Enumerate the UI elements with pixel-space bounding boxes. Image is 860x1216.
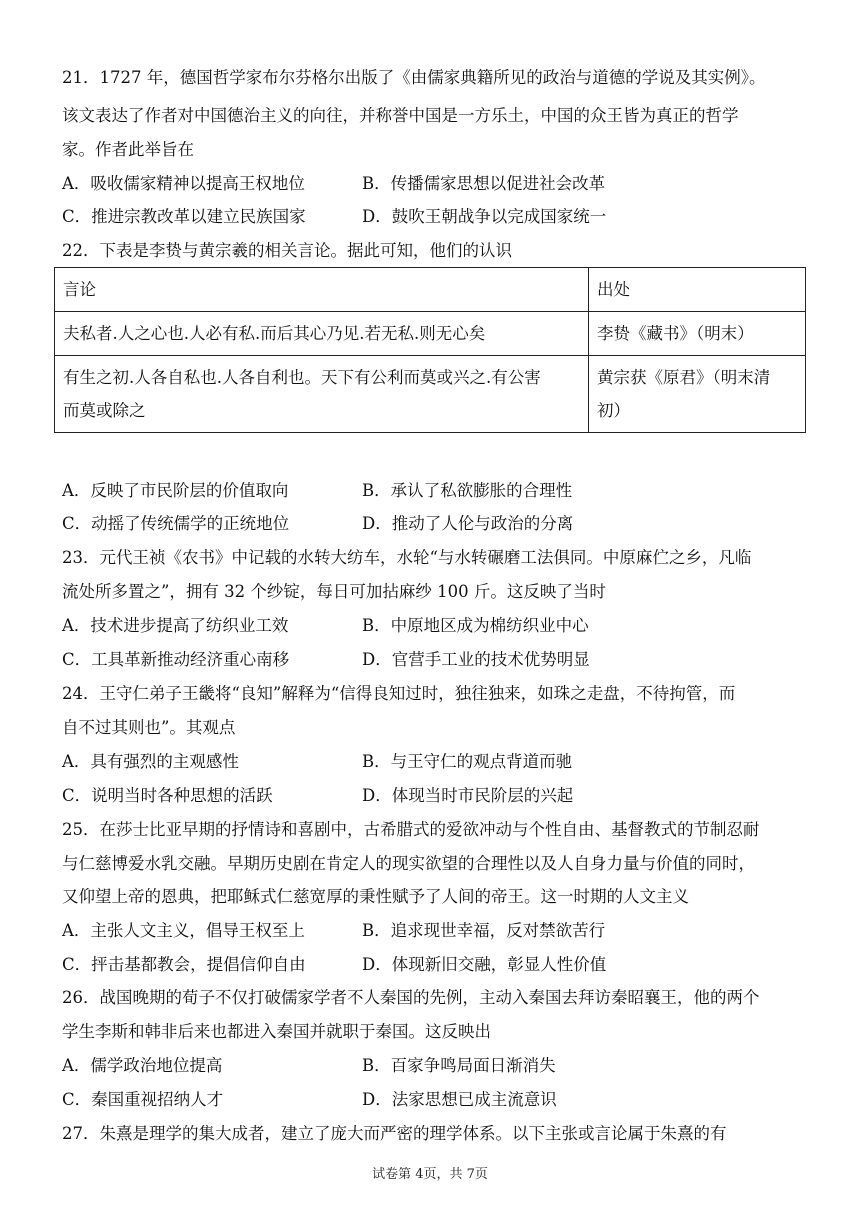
q25-stem-line: 25．在莎士比亚早期的抒情诗和喜剧中，古希腊式的爱欲冲动与个性自由、基督教式的节制忍耐 — [62, 820, 760, 839]
q26-stem-line: 学生李斯和韩非后来也都进入秦国并就职于秦国。这反映出 — [62, 1022, 491, 1041]
table-row — [55, 312, 806, 356]
q22-option-c: C．动摇了传统儒学的正统地位 — [62, 514, 290, 533]
table-cell-source: 李贽《藏书》（明末） — [589, 312, 806, 356]
q23-option-a: A．技术进步提高了纺织业工效 — [62, 616, 289, 635]
q21-option-b: B．传播儒家思想以促进社会改革 — [362, 174, 606, 193]
q24-stem-line: 自不过其则也”。其观点 — [62, 718, 236, 737]
table-header-quote: 言论 — [55, 268, 589, 312]
q22-option-b: B．承认了私欲膨胀的合理性 — [362, 481, 573, 500]
q21-option-a: A．吸收儒家精神以提高王权地位 — [62, 174, 305, 193]
q26-option-a: A．儒学政治地位提高 — [62, 1056, 223, 1075]
q26-option-c: C．秦国重视招纳人才 — [62, 1090, 224, 1109]
q21-stem-line: 该文表达了作者对中国德治主义的向往，并称誉中国是一方乐土，中国的众王皆为真正的哲学 — [62, 106, 739, 125]
q24-option-b: B．与王守仁的观点背道而驰 — [362, 752, 573, 771]
q24-stem-line: 24．王守仁弟子王畿将“良知”解释为“信得良知过时，独往独来，如珠之走盘，不待拘管，而 — [62, 684, 736, 703]
q23-stem-line: 流处所多置之”，拥有 32 个纱锭，每日可加拈麻纱 100 斤。这反映了当时 — [62, 582, 606, 601]
table-header-source: 出处 — [589, 268, 806, 312]
q21-stem-line: 家。作者此举旨在 — [62, 140, 194, 159]
q25-option-b: B．追求现世幸福，反对禁欲苦行 — [362, 921, 606, 940]
q24-option-a: A．具有强烈的主观感性 — [62, 752, 239, 771]
table-cell-source: 黄宗获《原君》（明末清 初） — [589, 356, 806, 433]
q24-option-d: D．体现当时市民阶层的兴起 — [362, 786, 574, 805]
q21-option-c: C．推进宗教改革以建立民族国家 — [62, 207, 306, 226]
q27-stem-line: 27．朱熹是理学的集大成者，建立了庞大而严密的理学体系。以下主张或言论属于朱熹的有 — [62, 1124, 727, 1143]
q22-stem-line: 22．下表是李贽与黄宗羲的相关言论。据此可知，他们的认识 — [62, 241, 512, 260]
q22-option-a: A．反映了市民阶层的价值取向 — [62, 481, 289, 500]
q25-option-c: C．抨击基都教会，提倡信仰自由 — [62, 955, 306, 974]
q25-stem-line: 与仁慈博爱水乳交融。早期历史剧在肯定人的现实欲望的合理性以及人自身力量与价值的同时， — [62, 854, 755, 873]
q26-option-d: D．法家思想已成主流意识 — [362, 1090, 557, 1109]
q23-stem-line: 23．元代王祯《农书》中记载的水转大纺车，水轮“与水转碾磨工法俱同。中原麻伫之乡，凡临 — [62, 548, 752, 567]
q23-option-d: D．官营手工业的技术优势明显 — [362, 650, 590, 669]
q22-option-d: D．推动了人伦与政治的分离 — [362, 514, 574, 533]
q25-option-a: A．主张人文主义，倡导王权至上 — [62, 921, 305, 940]
table-row — [55, 356, 806, 433]
q21-option-d: D．鼓吹王朝战争以完成国家统一 — [362, 207, 607, 226]
q24-option-c: C．说明当时各种思想的活跃 — [62, 786, 273, 805]
table-header-row — [55, 268, 806, 312]
q26-stem-line: 26．战国晚期的荀子不仅打破儒家学者不人秦国的先例，主动入秦国去拜访秦昭襄王，他的两个 — [62, 988, 760, 1007]
table-cell-quote: 有生之初.人各自私也.人各自利也。天下有公利而莫或兴之.有公害 而莫或除之 — [55, 356, 589, 433]
quote-table — [54, 267, 806, 433]
q25-option-d: D．体现新旧交融，彰显人性价值 — [362, 955, 607, 974]
page-footer: 试卷第 4页，共 7页 — [372, 1167, 488, 1182]
q21-stem-line: 21．1727 年，德国哲学家布尔芬格尔出版了《由儒家典籍所见的政治与道德的学说及其实例》。 — [62, 68, 766, 87]
q25-stem-line: 又仰望上帝的恩典，把耶稣式仁慈宽厚的秉性赋予了人间的帝王。这一时期的人文主义 — [62, 887, 689, 906]
q23-option-c: C．工具革新推动经济重心南移 — [62, 650, 290, 669]
q26-option-b: B．百家争鸣局面日渐消失 — [362, 1056, 556, 1075]
q23-option-b: B．中原地区成为棉纺织业中心 — [362, 616, 589, 635]
table-cell-quote: 夫私者.人之心也.人必有私.而后其心乃见.若无私.则无心矣 — [55, 312, 589, 356]
